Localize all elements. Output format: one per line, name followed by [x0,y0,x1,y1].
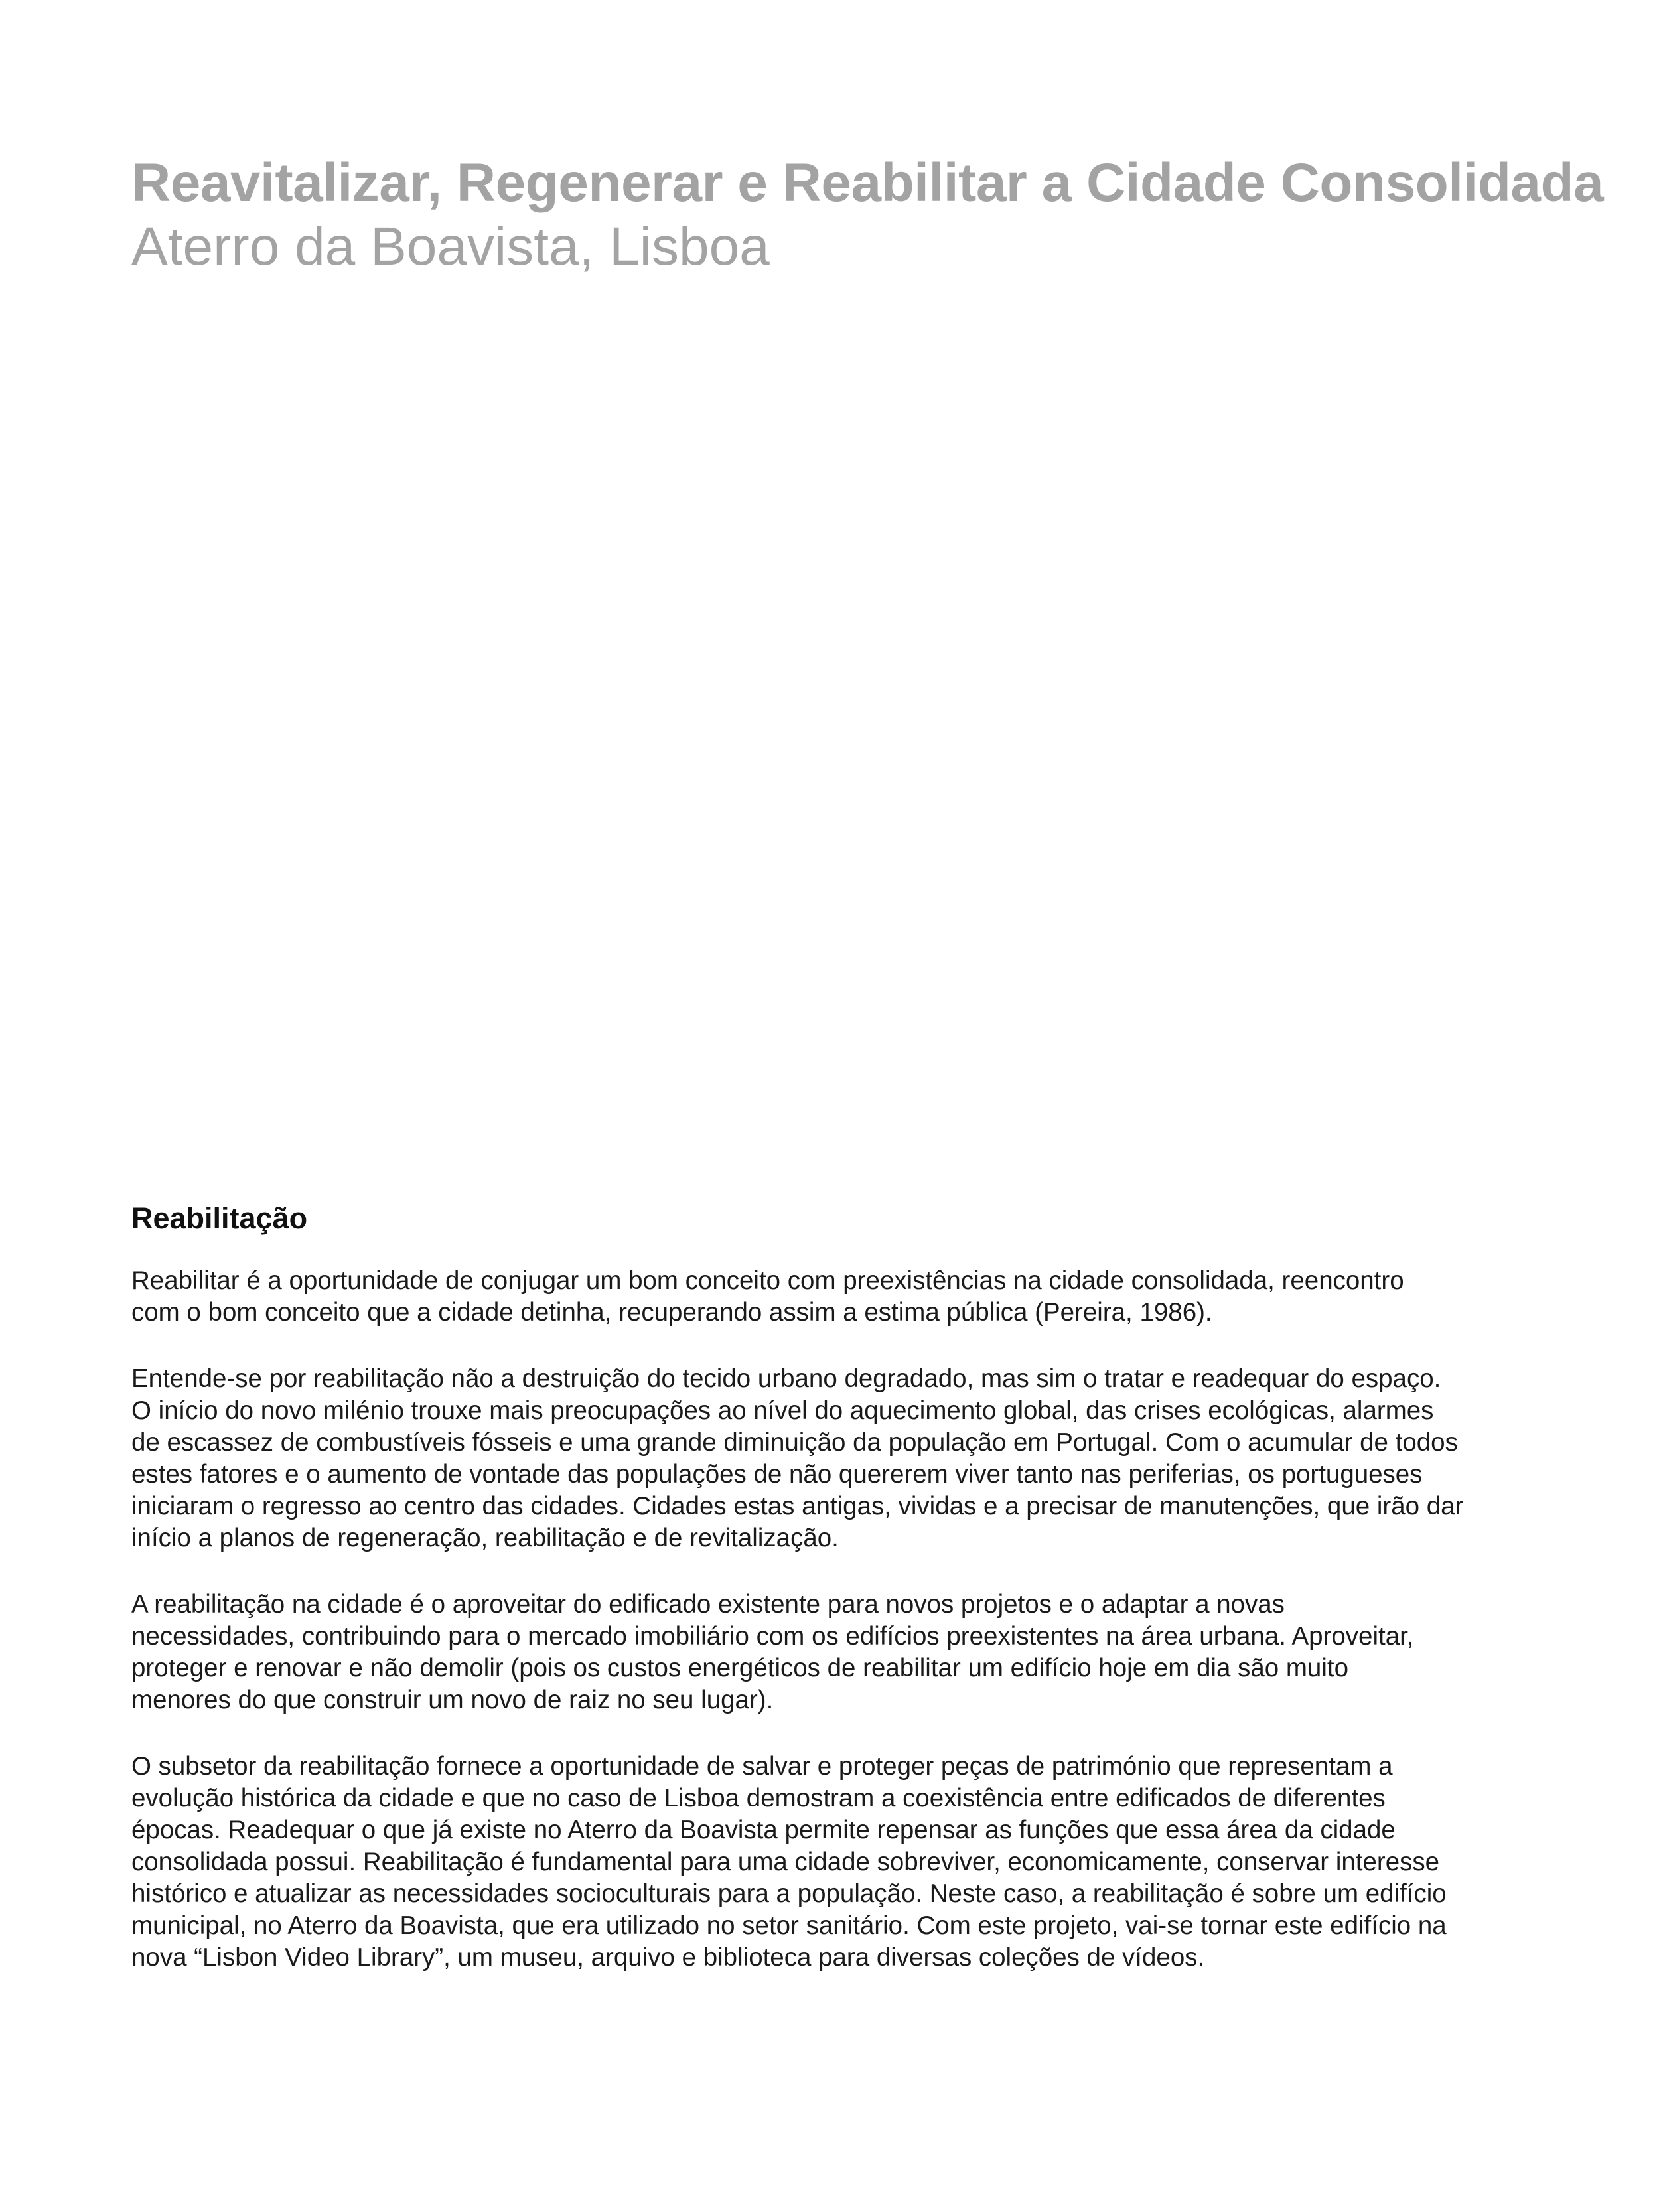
text-line: início a planos de regeneração, reabilitação e de revitalização. [131,1524,839,1552]
page-subtitle: Aterro da Boavista, Lisboa [131,216,770,277]
paragraph-3 [131,1589,1551,1716]
page-title: Reavitalizar, Regenerar e Reabilitar a Cidade Consolidada [131,153,1604,213]
text-line: O início do novo milénio trouxe mais preocupações ao nível do aquecimento global, das crises ecológicas, alarmes [131,1396,1434,1425]
text-line: O subsetor da reabilitação fornece a oportunidade de salvar e proteger peças de património que representam a [131,1752,1393,1781]
text-line: evolução histórica da cidade e que no caso de Lisboa demostram a coexistência entre edificados de diferentes [131,1784,1386,1812]
text-line: histórico e atualizar as necessidades socioculturais para a população. Neste caso, a reabilitação é sobre um edifício [131,1880,1447,1908]
text-line: Reabilitar é a oportunidade de conjugar um bom conceito com preexistências na cidade consolidada, reencontro [131,1266,1404,1295]
paragraph-2 [131,1363,1551,1554]
text-line: com o bom conceito que a cidade detinha, recuperando assim a estima pública (Pereira, 1986). [131,1298,1212,1327]
section-heading: Reabilitação [131,1201,308,1235]
text-line: estes fatores e o aumento de vontade das populações de não quererem viver tanto nas periferias, os portugueses [131,1460,1423,1489]
paragraph-1 [131,1265,1551,1329]
text-line: menores do que construir um novo de raiz no seu lugar). [131,1686,774,1714]
text-line: épocas. Readequar o que já existe no Aterro da Boavista permite repensar as funções que essa área da cidade [131,1816,1396,1844]
text-line: A reabilitação na cidade é o aproveitar do edificado existente para novos projetos e o adaptar a novas [131,1590,1285,1619]
text-line: necessidades, contribuindo para o mercado imobiliário com os edifícios preexistentes na área urbana. Aproveitar, [131,1622,1414,1651]
paragraph-4 [131,1751,1551,1974]
text-line: municipal, no Aterro da Boavista, que era utilizado no setor sanitário. Com este projeto, vai-se tornar este edifício na [131,1911,1447,1940]
text-line: proteger e renovar e não demolir (pois os custos energéticos de reabilitar um edifício hoje em dia são muito [131,1654,1348,1682]
text-line: de escassez de combustíveis fósseis e uma grande diminuição da população em Portugal. Com o acumular de todos [131,1428,1458,1457]
section-reabilitacao [131,1200,1551,2008]
text-line: iniciaram o regresso ao centro das cidades. Cidades estas antigas, vividas e a precisar de manutenções, que irão dar [131,1492,1464,1520]
title-block [131,151,1604,279]
text-line: Entende-se por reabilitação não a destruição do tecido urbano degradado, mas sim o tratar e readequar do espaço. [131,1364,1441,1393]
text-line: nova “Lisbon Video Library”, um museu, arquivo e biblioteca para diversas coleções de vídeos. [131,1943,1205,1972]
text-line: consolidada possui. Reabilitação é fundamental para uma cidade sobreviver, economicamente, conservar interesse [131,1848,1440,1876]
